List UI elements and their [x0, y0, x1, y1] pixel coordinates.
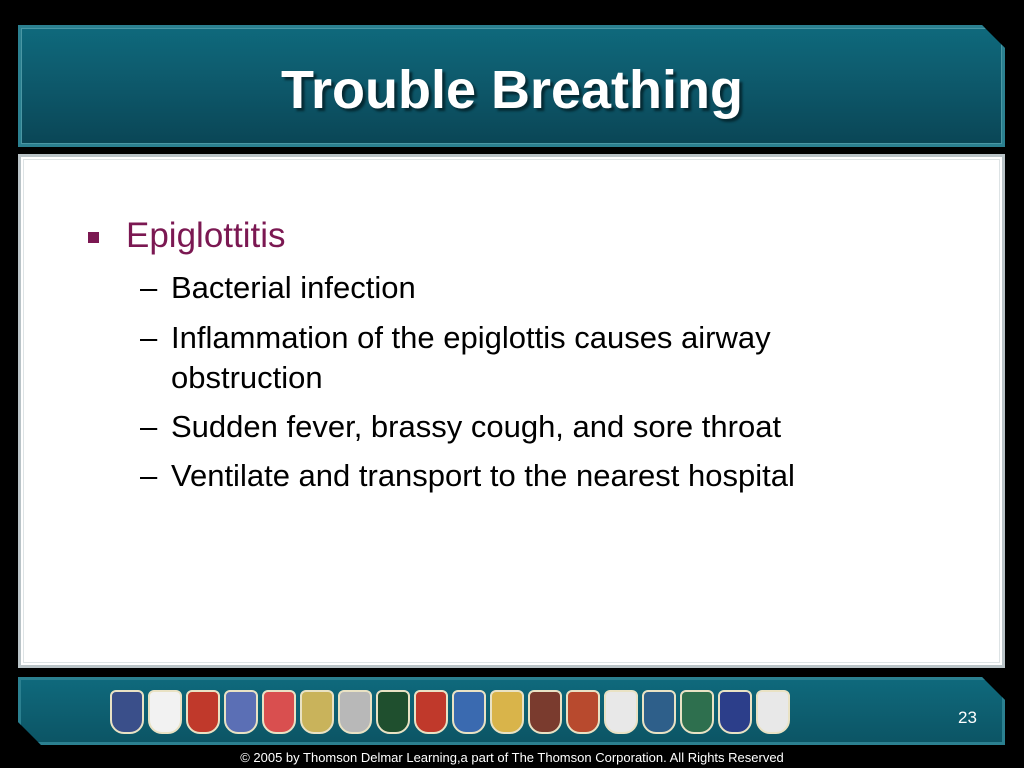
fire-rescue-patch-3 [186, 690, 220, 734]
medical-patch-9 [414, 690, 448, 734]
fire-patch-12 [528, 690, 562, 734]
copyright-notice: © 2005 by Thomson Delmar Learning,a part of The Thomson Corporation. All Rights Reserved [240, 750, 784, 765]
middleton-ems-patch-15 [642, 690, 676, 734]
subpoint-text: Bacterial infection [171, 270, 416, 305]
ems-patch-1 [110, 690, 144, 734]
page-number: 23 [958, 708, 977, 727]
rescue-patch-5 [262, 690, 296, 734]
ambulance-patch-11 [490, 690, 524, 734]
mountain-patch-14 [604, 690, 638, 734]
dash-marker: – [140, 409, 158, 444]
mountain-patch-10 [452, 690, 486, 734]
dash-marker: – [140, 458, 158, 493]
subpoint-2 [140, 318, 870, 398]
subpoint-3 [140, 407, 870, 447]
subpoint-4 [140, 456, 870, 496]
iowa-patch-7 [338, 690, 372, 734]
ems-patch-4 [224, 690, 258, 734]
boston-patch-8 [376, 690, 410, 734]
county-patch-2 [148, 690, 182, 734]
ems-patch-strip [110, 686, 790, 738]
subpoint-text: Ventilate and transport to the nearest hospital [171, 458, 795, 493]
bullet-epiglottitis [88, 214, 286, 258]
square-bullet-icon [88, 232, 99, 243]
bullet-text: Epiglottitis [126, 216, 286, 255]
ems-patch-16 [680, 690, 714, 734]
subpoint-text: Sudden fever, brassy cough, and sore throat [171, 409, 782, 444]
star-of-life-patch-18 [756, 690, 790, 734]
subpoint-1 [140, 268, 870, 308]
state-patch-6 [300, 690, 334, 734]
subpoint-text: Inflammation of the epiglottis causes airway obstruction [171, 320, 771, 395]
texas-patch-17 [718, 690, 752, 734]
ems-patch-13 [566, 690, 600, 734]
dash-marker: – [140, 320, 158, 355]
slide-title: Trouble Breathing [280, 60, 744, 120]
dash-marker: – [140, 270, 158, 305]
